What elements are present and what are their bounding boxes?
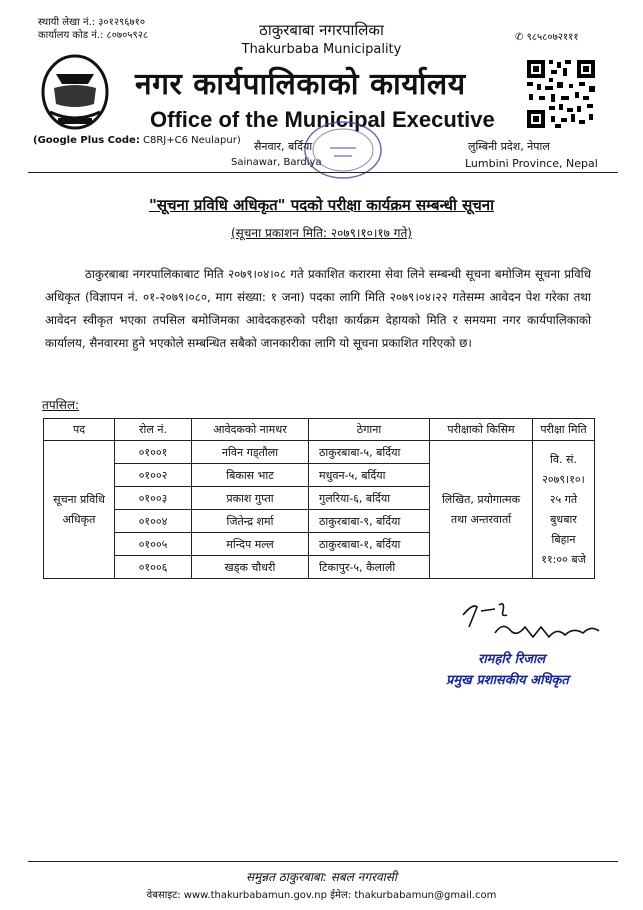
address-cell: ठाकुरबाबा-५, बर्दिया: [309, 441, 430, 464]
header-divider: [28, 172, 618, 173]
header-roll-no: रोल नं.: [115, 419, 192, 441]
address-sainawar-en: Sainawar, Bardiya: [231, 157, 322, 168]
name-cell: प्रकाश गुप्ता: [192, 487, 309, 510]
footer-slogan: समुन्नत ठाकुरबाबा: सबल नगरवासी: [245, 870, 397, 884]
plus-code-value: C8RJ+C6 Neulapur): [143, 135, 241, 146]
header-applicant-name: आवेदकको नामथर: [192, 419, 309, 441]
address-cell: ठाकुरबाबा-९, बर्दिया: [309, 510, 430, 533]
nepal-emblem-logo: [40, 52, 110, 130]
name-cell: बिकास भाट: [192, 464, 309, 487]
plus-code-label: (Google Plus Code:: [33, 135, 140, 146]
signatory-name: रामहरि रिजाल: [478, 652, 546, 667]
name-cell: मन्दिप मल्ल: [192, 533, 309, 556]
header-exam-date: परीक्षा मिति: [533, 419, 595, 441]
notice-body: ठाकुरबाबा नगरपालिकाबाट मिति २०७९।०४।०८ गते प्रकाशित करारमा सेवा लिने सम्बन्धी सूचना बमोजिम सूचना प्रविधि अधिकृत (विज्ञापन नं. ०१-२०७९।०८०, माग संख्या: १ जना) पदका लागि मिति २०७९।०४।२२ गतेसम्म आवेदन पेश गरेका तथा आवेदन स्वीकृत भएका तपसिल बमोजिमका आवेदकहरुको परीक्षा कार्यक्रम देहायको मिति र समयमा नगर कार्यपालिकाको कार्यालय, सैनवारमा हुने भएकोले सम्बन्धित सबैको जानकारीका लागि यो सूचना प्रकाशित गरिएको छ।: [45, 267, 591, 350]
office-name-en: Office of the Municipal Executive: [150, 107, 495, 132]
notice-publish-date: (सूचना प्रकाशन मिति: २०७९।१०।१७ गते): [231, 226, 412, 240]
phone-icon: ✆: [515, 32, 524, 43]
office-name-np: नगर कार्यपालिकाको कार्यालय: [135, 67, 466, 102]
address-cell: गुलरिया-६, बर्दिया: [309, 487, 430, 510]
exam-type-cell: लिखित, प्रयोगात्मक तथा अन्तरवार्ता: [430, 441, 533, 579]
google-plus-code: [33, 135, 241, 146]
header-exam-type: परीक्षाको किसिम: [430, 419, 533, 441]
municipality-name-en: Thakurbaba Municipality: [241, 42, 402, 57]
address-province-np: लुम्बिनी प्रदेश, नेपाल: [468, 140, 550, 153]
header-address: ठेगाना: [309, 419, 430, 441]
roll-cell: ०१००६: [115, 556, 192, 579]
address-cell: ठाकुरबाबा-१, बर्दिया: [309, 533, 430, 556]
name-cell: जितेन्द्र शर्मा: [192, 510, 309, 533]
exam-schedule-table: [43, 418, 595, 579]
footer-divider: [28, 861, 618, 862]
notice-title: "सूचना प्रविधि अधिकृत" पदको परीक्षा कार्यक्रम सम्बन्धी सूचना: [149, 196, 494, 214]
phone-value: ९८५८०७२१११: [526, 32, 579, 43]
name-cell: खड्क चौधरी: [192, 556, 309, 579]
signatory-title: प्रमुख प्रशासकीय अधिकृत: [446, 673, 569, 688]
exam-date-cell: वि. सं. २०७९।१०।२५ गते बुधबार बिहान ११:०० बजे: [533, 441, 595, 579]
post-cell: सूचना प्रविधि अधिकृत: [44, 441, 115, 579]
qr-code: [525, 58, 597, 130]
handwritten-signature: [455, 597, 605, 642]
details-label: तपसिल:: [42, 398, 80, 412]
footer-contact: वेबसाइट: www.thakurbabamun.gov.np ईमेल: thakurbabamun@gmail.com: [146, 890, 497, 901]
table-header-row: [44, 419, 595, 441]
roll-cell: ०१००१: [115, 441, 192, 464]
roll-cell: ०१००३: [115, 487, 192, 510]
name-cell: नविन गड्तौला: [192, 441, 309, 464]
table-row: [44, 441, 595, 464]
address-cell: मधुवन-५, बर्दिया: [309, 464, 430, 487]
address-sainawar-np: सैनवार, बर्दिया: [254, 140, 313, 153]
header-post: पद: [44, 419, 115, 441]
address-cell: टिकापुर-५, कैलाली: [309, 556, 430, 579]
roll-cell: ०१००४: [115, 510, 192, 533]
pan-number: स्थायी लेखा नं.: ३०१२९६७१०: [38, 17, 146, 28]
municipality-name-np: ठाकुरबाबा नगरपालिका: [259, 21, 384, 39]
address-province-en: Lumbini Province, Nepal: [465, 157, 598, 170]
roll-cell: ०१००५: [115, 533, 192, 556]
office-code: कार्यालय कोड नं.: ८०७०५९२८: [38, 30, 149, 41]
roll-cell: ०१००२: [115, 464, 192, 487]
